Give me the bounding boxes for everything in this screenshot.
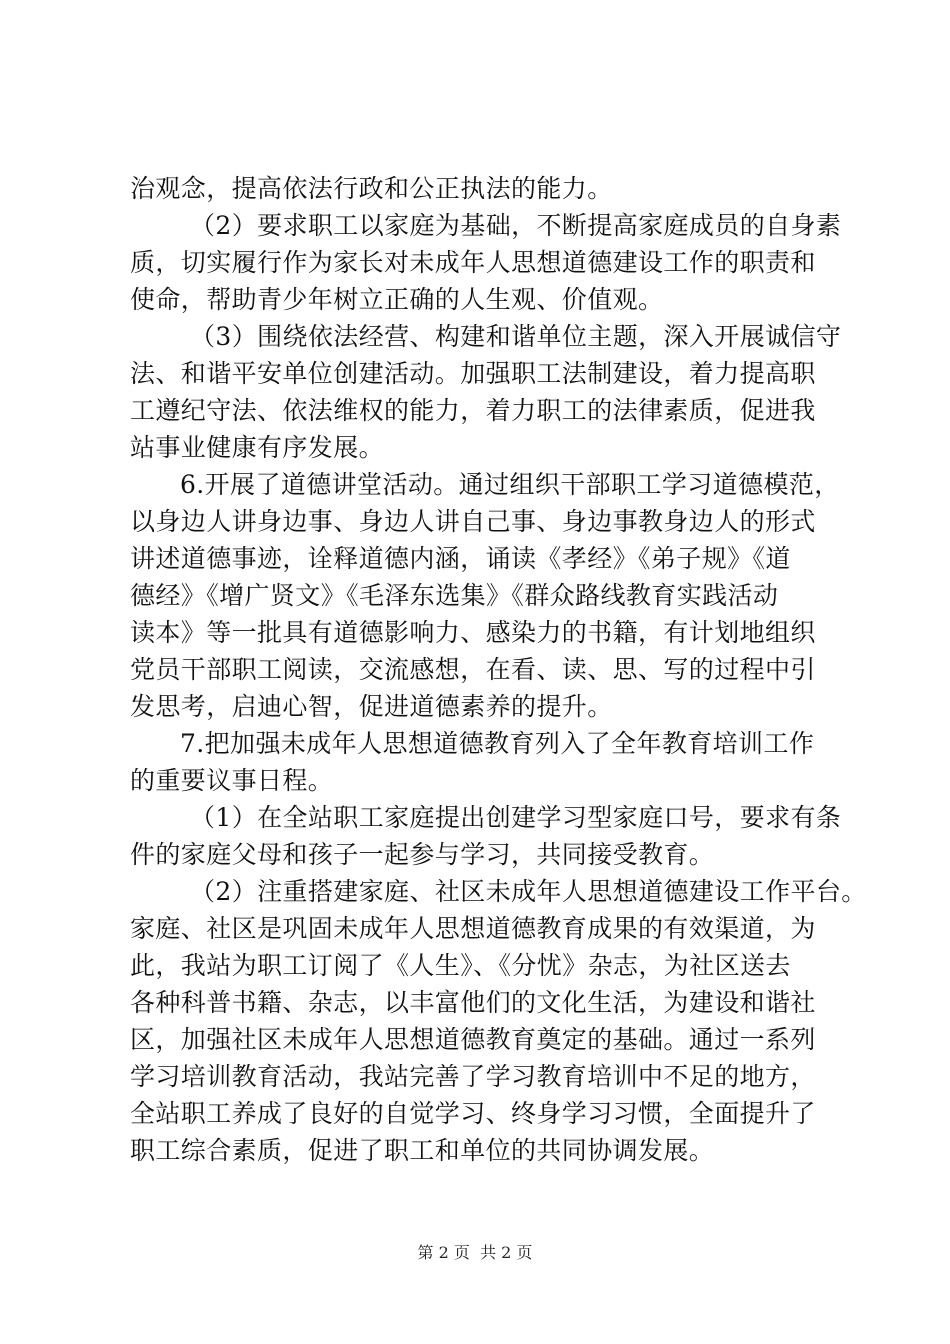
text-line: 全站职工养成了良好的自觉学习、终身学习习惯，全面提升了 — [130, 1099, 816, 1128]
text-line: 使命，帮助青少年树立正确的人生观、价值观。 — [130, 285, 664, 314]
text-line: 站事业健康有序发展。 — [130, 433, 385, 462]
text-line: 7.把加强未成年人思想道德教育列入了全年教育培训工作 — [180, 729, 815, 758]
text-line: 以身边人讲身边事、身边人讲自己事、身边事教身边人的形式 — [130, 507, 816, 536]
text-line: 工遵纪守法、依法维权的能力，着力职工的法律素质，促进我 — [130, 396, 816, 425]
text-line: 学习培训教育活动，我站完善了学习教育培训中不足的地方， — [130, 1062, 816, 1091]
text-line: 职工综合素质，促进了职工和单位的共同协调发展。 — [130, 1136, 715, 1165]
text-line: 发思考，启迪心智，促进道德素养的提升。 — [130, 692, 613, 721]
text-line: 读本》等一批具有道德影响力、感染力的书籍，有计划地组织 — [130, 618, 816, 647]
text-line: 法、和谐平安单位创建活动。加强职工法制建设，着力提高职 — [130, 359, 816, 388]
text-line: 德经》《增广贤文》《毛泽东选集》《群众路线教育实践活动 — [130, 581, 779, 610]
text-line: 的重要议事日程。 — [130, 766, 334, 795]
text-line: （2）要求职工以家庭为基础，不断提高家庭成员的自身素 — [190, 211, 842, 240]
text-line: 治观念，提高依法行政和公正执法的能力。 — [130, 174, 613, 203]
text-line: 质，切实履行作为家长对未成年人思想道德建设工作的职责和 — [130, 248, 816, 277]
page-number-footer: 第 2 页 共 2 页 — [417, 1243, 533, 1262]
text-line: （2）注重搭建家庭、社区未成年人思想道德建设工作平台。 — [190, 877, 867, 906]
text-line: 6.开展了道德讲堂活动。通过组织干部职工学习道德模范， — [180, 470, 840, 499]
text-line: 各种科普书籍、杂志，以丰富他们的文化生活，为建设和谐社 — [130, 988, 816, 1017]
text-line: 家庭、社区是巩固未成年人思想道德教育成果的有效渠道，为 — [130, 914, 816, 943]
text-line: 党员干部职工阅读，交流感想，在看、读、思、写的过程中引 — [130, 655, 816, 684]
text-line: （3）围绕依法经营、构建和谐单位主题，深入开展诚信守 — [190, 322, 842, 351]
text-line: 此，我站为职工订阅了《人生》、《分忧》杂志，为社区送去 — [130, 951, 791, 980]
text-line: 件的家庭父母和孩子一起参与学习，共同接受教育。 — [130, 840, 715, 869]
text-line: 讲述道德事迹，诠释道德内涵，诵读《孝经》《弟子规》《道 — [130, 544, 791, 573]
text-line: （1）在全站职工家庭提出创建学习型家庭口号，要求有条 — [190, 803, 842, 832]
text-line: 区，加强社区未成年人思想道德教育奠定的基础。通过一系列 — [130, 1025, 816, 1054]
document-body — [130, 170, 867, 1169]
